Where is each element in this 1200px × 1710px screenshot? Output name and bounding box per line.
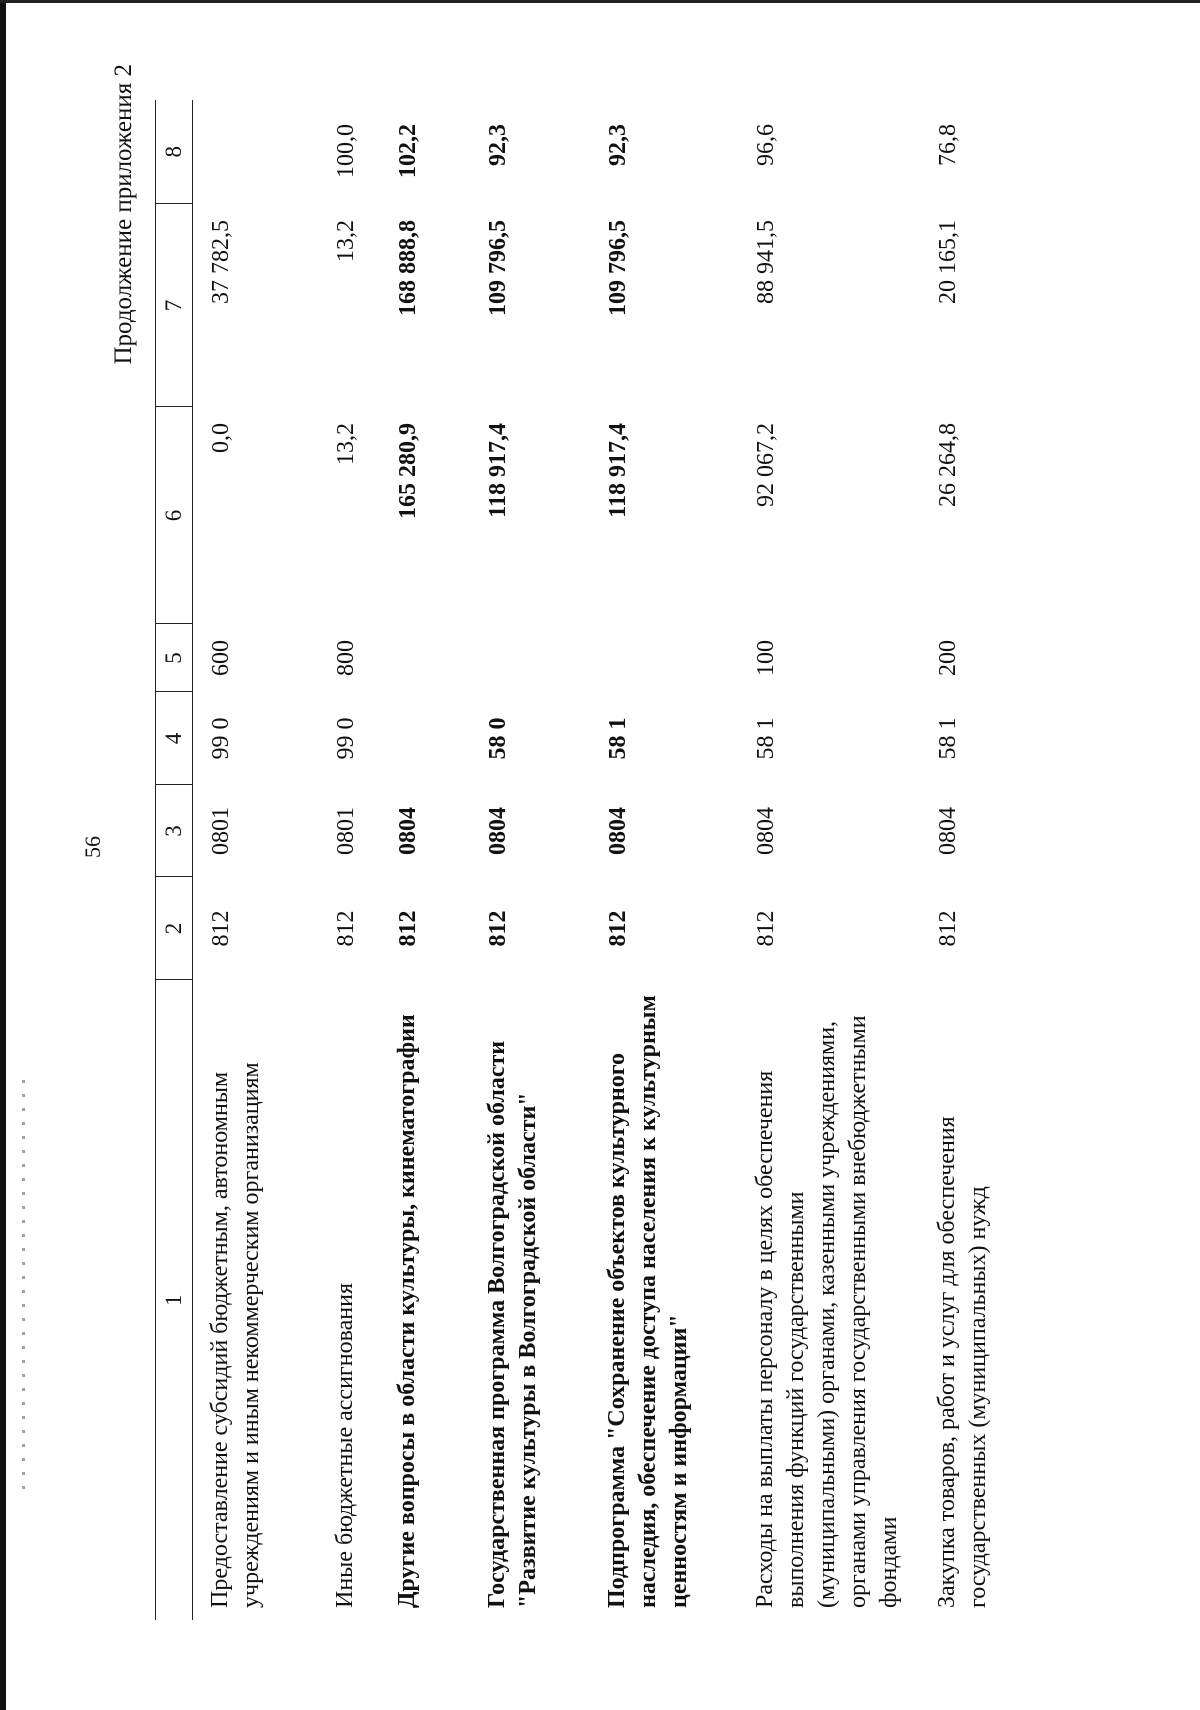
row-expense-type (590, 624, 738, 692)
table-row (318, 100, 380, 1620)
row-description: Иные бюджетные ассигнования (331, 1283, 358, 1608)
row-percent: 92,3 (604, 124, 631, 166)
row-expense-type: 100 (752, 640, 779, 676)
table-row (590, 100, 738, 1620)
row-planned-amount: 118 917,4 (604, 423, 631, 518)
row-description: Закупка товаров, работ и услуг для обеспечения государственных (муниципальных) нужд (933, 1116, 991, 1608)
row-target-code: 99 0 (332, 717, 359, 760)
row-actual-amount: 20 165,1 (934, 220, 961, 304)
row-expense-type: 800 (332, 640, 359, 676)
row-target-code: 58 1 (934, 717, 961, 760)
row-planned-amount: 92 067,2 (752, 423, 779, 507)
column-header-4: 4 (156, 692, 193, 785)
row-expense-type: 600 (208, 640, 234, 676)
row-target-code: 58 1 (752, 717, 779, 760)
column-header-3: 3 (156, 785, 193, 877)
row-section-code: 0804 (752, 807, 779, 855)
row-actual-amount: 88 941,5 (752, 220, 779, 304)
row-description: Государственная программа Волгоградской области "Развитие культуры в Волгоградской области" (483, 1040, 541, 1608)
row-description: Другие вопросы в области культуры, кинематографии (393, 1014, 420, 1608)
row-section-code: 0804 (484, 807, 511, 855)
table-row (738, 100, 920, 1620)
budget-table (155, 100, 1010, 1620)
row-description: Подпрограмма "Сохранение объектов культурного наследия, обеспечение доступа населения к культурным ценностям и информации" (603, 995, 692, 1608)
table-row (470, 100, 590, 1620)
column-header-2: 2 (156, 877, 193, 980)
column-header-7: 7 (156, 204, 193, 407)
row-ministry-code: 812 (934, 910, 961, 947)
row-percent (193, 100, 318, 204)
row-target-code (380, 692, 470, 785)
row-expense-type (380, 624, 470, 692)
row-percent: 96,6 (752, 124, 779, 166)
row-planned-amount: 118 917,4 (484, 423, 511, 518)
table-row (920, 100, 1010, 1620)
row-planned-amount: 13,2 (332, 423, 359, 465)
row-percent: 100,0 (332, 124, 359, 178)
row-actual-amount: 37 782,5 (208, 220, 234, 304)
row-section-code: 0804 (604, 807, 631, 855)
row-planned-amount: 26 264,8 (934, 423, 961, 507)
column-header-1: 1 (156, 980, 193, 1620)
table-header-row (156, 100, 193, 1620)
row-section-code: 0804 (934, 807, 961, 855)
row-ministry-code: 812 (604, 910, 631, 947)
row-ministry-code: 812 (332, 910, 359, 947)
row-ministry-code: 812 (208, 910, 234, 947)
row-percent: 102,2 (394, 124, 421, 178)
row-ministry-code: 812 (394, 910, 421, 947)
page-number: 56 (80, 836, 105, 858)
row-actual-amount: 109 796,5 (484, 220, 511, 316)
row-section-code: 0804 (394, 807, 421, 855)
row-section-code: 0801 (208, 807, 234, 855)
column-header-8: 8 (156, 100, 193, 204)
row-ministry-code: 812 (752, 910, 779, 947)
row-planned-amount: 165 280,9 (394, 423, 421, 519)
row-actual-amount: 13,2 (332, 220, 359, 262)
row-section-code: 0801 (332, 807, 359, 855)
row-description: Расходы на выплаты персоналу в целях обеспечения выполнения функций государственными (муниципальными) органами, казенными учреждениями, органами управления государственными внебюджетными фондами (751, 1015, 902, 1608)
row-expense-type (470, 624, 590, 692)
continuation-label: Продолжение приложения 2 (110, 64, 137, 365)
row-actual-amount: 168 888,8 (394, 220, 421, 316)
column-header-5: 5 (156, 624, 193, 692)
table-row (193, 100, 318, 1620)
row-expense-type: 200 (934, 640, 961, 676)
row-planned-amount: 0,0 (208, 423, 234, 453)
row-ministry-code: 812 (484, 910, 511, 947)
row-actual-amount: 109 796,5 (604, 220, 631, 316)
column-header-6: 6 (156, 407, 193, 624)
row-target-code: 58 1 (604, 717, 631, 760)
row-percent: 76,8 (934, 124, 961, 166)
table-row (380, 100, 470, 1620)
row-description: Предоставление субсидий бюджетным, автономным учреждениям и иным некоммерческим организациям (207, 1062, 264, 1608)
row-percent: 92,3 (484, 124, 511, 166)
row-target-code: 99 0 (208, 717, 234, 760)
row-target-code: 58 0 (484, 717, 511, 760)
